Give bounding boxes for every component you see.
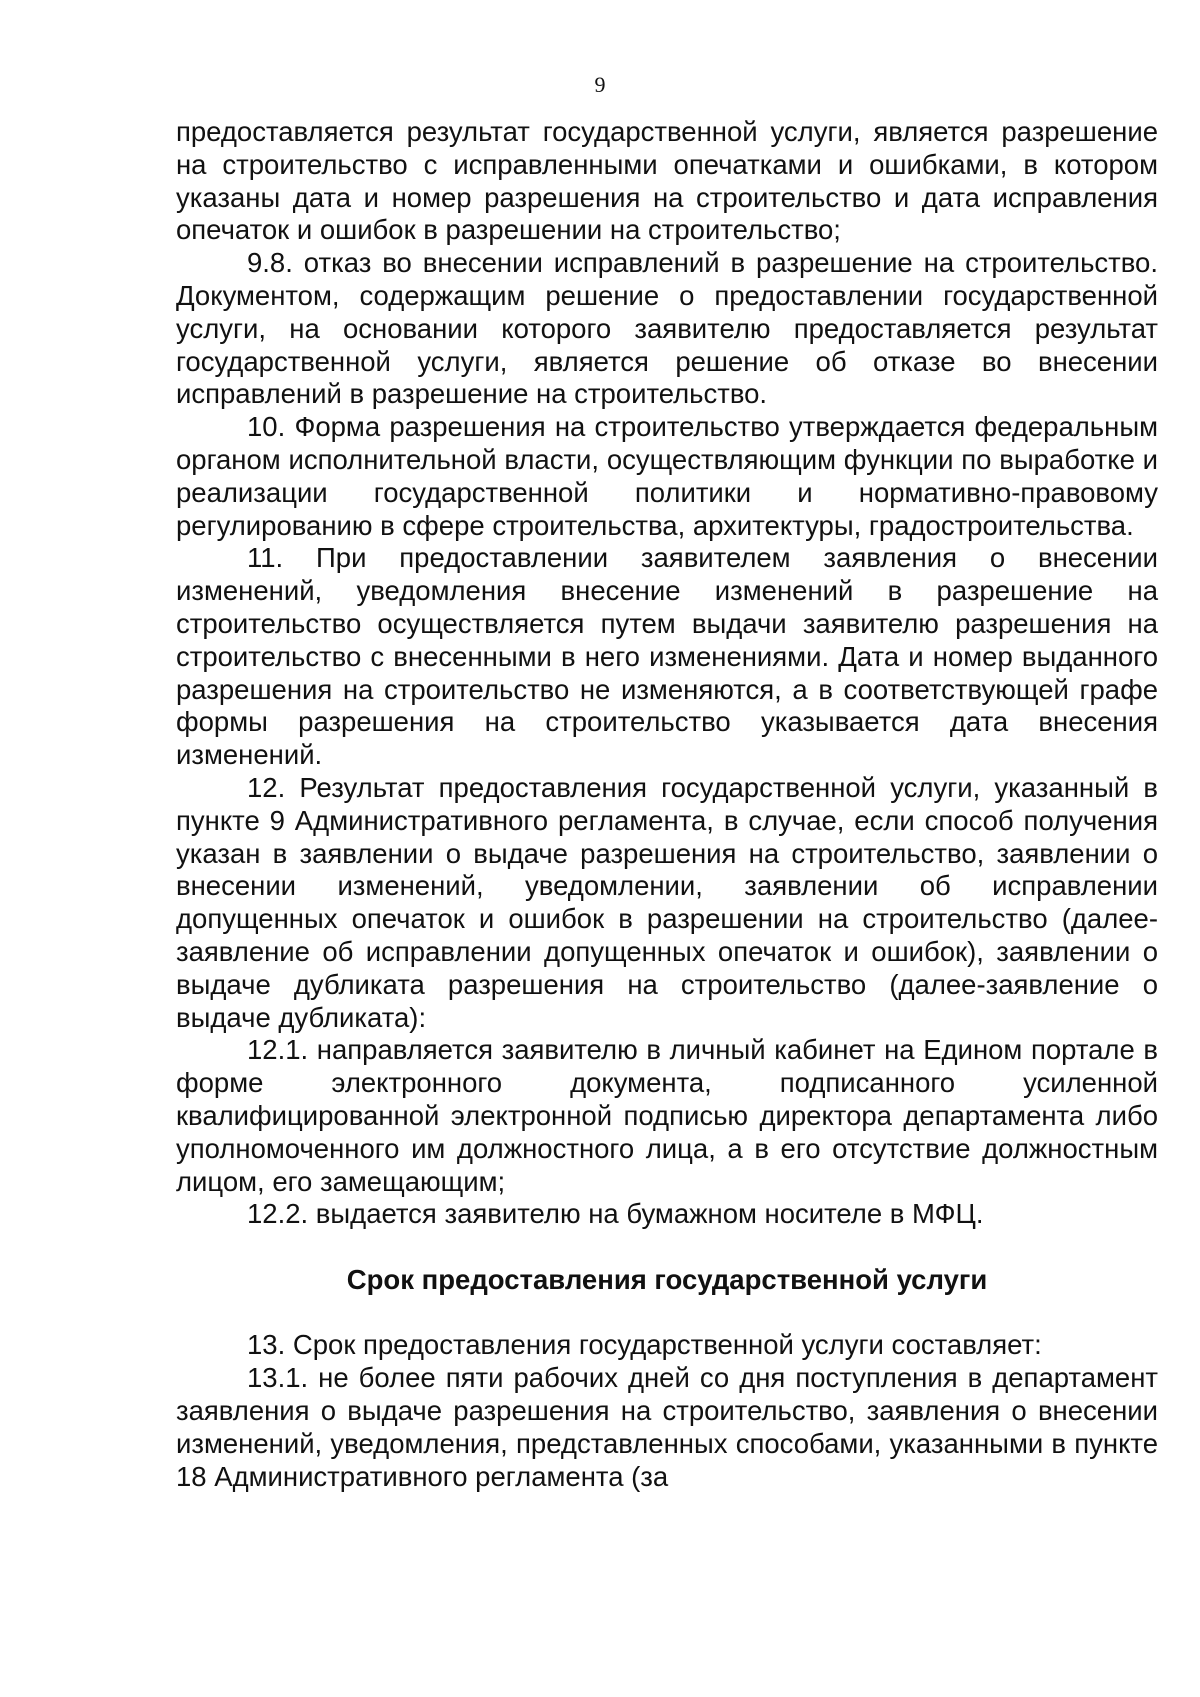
paragraph-13: 13. Срок предоставления государственной услуги составляет: [247,1329,1042,1361]
paragraph-13-1: 13.1. не более пяти рабочих дней со дня поступления в департамент заявления о выдаче разрешения на строительство, заявления о внесении изменений, уведомления, представленных способами, указанными в пункте 18 Административного регламента (за [176,1362,1158,1492]
paragraph-10: 10. Форма разрешения на строительство утверждается федеральным органом исполнительной власти, осуществляющим функции по выработке и реализации государственной политики и нормативно-правовому регулированию в сфере строительства, архитектуры, градостроительства. [176,411,1158,541]
section-heading: Срок предоставления государственной услуги [346,1263,988,1295]
paragraph-9-8: 9.8. отказ во внесении исправлений в разрешение на строительство. Документом, содержащим решение о предоставлении государственной услуги, на основании которого заявителю предоставляется результат государственной услуги, является решение об отказе во внесении исправлений в разрешение на строительство. [176,247,1158,410]
paragraph-11: 11. При предоставлении заявителем заявления о внесении изменений, уведомления внесение изменений в разрешение на строительство осуществляется путем выдачи заявителю разрешения на строительство с внесенными в него изменениями. Дата и номер выданного разрешения на строительство не изменяются, а в соответствующей графе формы разрешения на строительство указывается дата внесения изменений. [176,542,1158,771]
paragraph-12: 12. Результат предоставления государственной услуги, указанный в пункте 9 Административного регламента, в случае, если способ получения указан в заявлении о выдаче разрешения на строительство, заявлении о внесении изменений, уведомлении, заявлении об исправлении допущенных опечаток и ошибок в разрешении на строительство (далее-заявление об исправлении допущенных опечаток и ошибок), заявлении о выдаче дубликата разрешения на строительство (далее-заявление о выдаче дубликата): [176,771,1158,1033]
paragraph-12-1: 12.1. направляется заявителю в личный кабинет на Едином портале в форме электронного документа, подписанного усиленной квалифицированной электронной подписью директора департамента либо уполномоченного им должностного лица, а в его отсутствие должностным лицом, его замещающим; [176,1034,1158,1197]
paragraph-continuation: предоставляется результат государственной услуги, является разрешение на строительство с исправленными опечатками и ошибками, в котором указаны дата и номер разрешения на строительство и дата исправления опечаток и ошибок в разрешении на строительство; [176,116,1158,246]
document-body [176,116,1158,1493]
paragraph-12-2: 12.2. выдается заявителю на бумажном носителе в МФЦ. [247,1198,984,1230]
page-number: 9 [594,72,606,97]
